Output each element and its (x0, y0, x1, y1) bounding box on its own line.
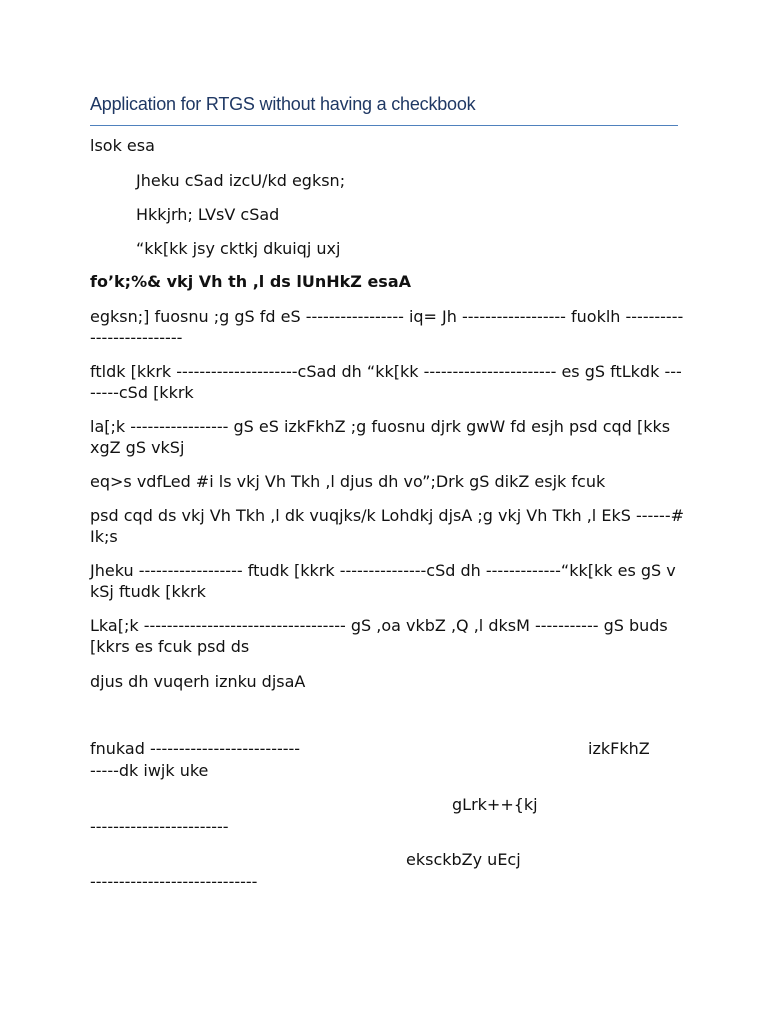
address-line: “kk[kk jsy cktkj dkuiqj uxj (136, 239, 341, 258)
document-title: Application for RTGS without having a checkbook (90, 94, 476, 114)
salutation: lsok esa (90, 136, 155, 155)
signature-line: ------------------------ (90, 817, 229, 836)
body-paragraph: Lka[;k ----------------------------------- gS ,oa vkbZ ,Q ,l dksM ----------- gS buds [kkrs es fcuk psd ds (90, 616, 668, 656)
applicant-label: izkFkhZ (588, 739, 650, 758)
mobile-line: ----------------------------- (90, 872, 258, 891)
address-line: Hkkjrh; LVsV cSad (136, 205, 280, 224)
address-line: Jheku cSad izcU/kd egksn; (136, 171, 346, 190)
title-underline (90, 125, 678, 126)
body-paragraph: eq>s vdfLed #i ls vkj Vh Tkh ,l djus dh vo”;Drk gS dikZ esjk fcuk (90, 472, 606, 491)
signature-label: gLrk++{kj (452, 795, 538, 814)
body-paragraph: Jheku ------------------ ftudk [kkrk ---------------cSd dh -------------“kk[kk es gS vkSj ftudk [kkrk (90, 561, 676, 601)
date-label: fnukad -------------------------- (90, 739, 301, 758)
body-paragraph: psd cqd ds vkj Vh Tkh ,l dk vuqjks/k Lohdkj djsA ;g vkj Vh Tkh ,l EkS ------#Ik;s (90, 506, 684, 546)
mobile-label: eksckbZy uEcj (406, 850, 521, 869)
body-paragraph: egksn;] fuosnu ;g gS fd eS ----------------- iq= Jh ------------------ fuoklh -------------------------- (90, 307, 684, 347)
body-paragraph: la[;k ----------------- gS eS izkFkhZ ;g fuosnu djrk gwW fd esjh psd cqd [kks xgZ gS vkSj (90, 417, 671, 457)
body-paragraph: ftldk [kkrk ---------------------cSad dh “kk[kk ----------------------- es gS ftLkdk --------cSd [kkrk (90, 362, 682, 402)
account-name-line: -----dk iwjk uke (90, 761, 209, 780)
subject-line: fo’k;%& vkj Vh th ,l ds lUnHkZ esaA (90, 272, 412, 291)
body-paragraph: djus dh vuqerh iznku djsaA (90, 672, 306, 691)
